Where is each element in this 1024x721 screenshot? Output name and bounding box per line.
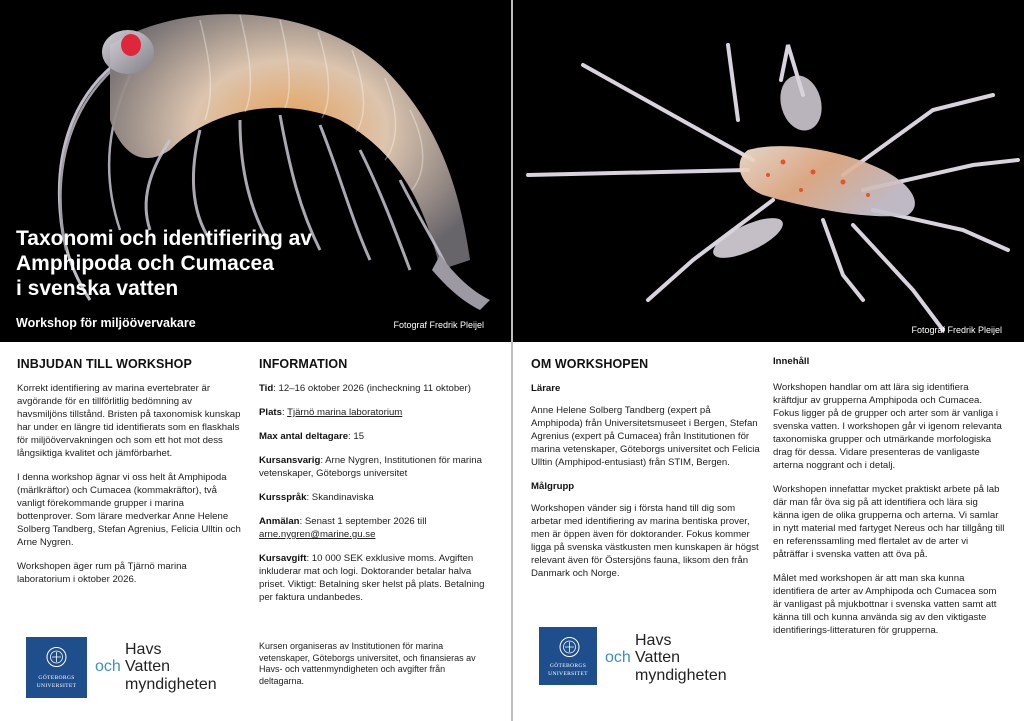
havs-word-vatten-right: Vatten	[635, 649, 681, 666]
havs-word-myndigheten-right: myndigheten	[635, 667, 727, 684]
sprak-value: : Skandinaviska	[306, 492, 374, 503]
content-paragraph-2: Workshopen innefattar mycket praktiskt arbete på lab där man får öva sig på att identifiera och lära sig känna igen de olika grupperna och arterna. Vi samlar in nytt material med fartyget Nereus och har tillgång till en referenssamling med flertalet av de arter vi påträffar i svenska vatten att öva på.	[773, 484, 1005, 560]
about-heading: OM WORKSHOPEN	[531, 357, 649, 371]
cumacean-illustration	[513, 0, 1024, 342]
gu-logo	[26, 637, 87, 698]
ansvarig-label: Kursansvarig	[259, 455, 321, 466]
havs-logo	[95, 641, 235, 701]
havs-word-och-right: och	[605, 649, 631, 666]
title-line-1: Taxonomi och identifiering av	[16, 227, 312, 250]
info-anmalan	[259, 515, 495, 541]
tid-value: : 12–16 oktober 2026 (incheckning 11 oktober)	[273, 383, 471, 394]
crest-icon	[46, 646, 67, 668]
content-paragraph-1: Workshopen handlar om att lära sig identifiera kräftdjur av grupperna Amphipoda och Cumacea. Fokus ligger på de grupper och arter som är vanliga i svenska vatten. I workshopen går vi igenom relevanta taxonomiska grupper och utmärkande morfologiska drag för dessa. Vidare presenteras de vanligaste arterna noggrant och i detalj.	[773, 382, 1002, 471]
about-section	[531, 357, 761, 591]
info-ansvarig	[259, 454, 495, 480]
info-max	[259, 430, 495, 443]
info-tid	[259, 382, 495, 395]
havs-logo-right	[605, 632, 745, 692]
havs-word-myndigheten: myndigheten	[125, 676, 217, 693]
havs-word-1-right: Havs	[635, 632, 672, 649]
target-heading: Målgrupp	[531, 481, 575, 492]
cumacean-photo	[513, 0, 1024, 342]
information-heading: INFORMATION	[259, 357, 348, 371]
photo-credit: Fotograf Fredrik Pleijel	[393, 320, 484, 330]
information-section	[259, 357, 495, 615]
photo-credit-right: Fotograf Fredrik Pleijel	[911, 325, 1002, 335]
teachers-heading: Lärare	[531, 383, 561, 394]
crest-icon	[559, 636, 580, 658]
anmalan-label: Anmälan	[259, 516, 300, 527]
target-text: Workshopen vänder sig i första hand till dig som arbetar med identifiering av marina bentiska prover, men är öppen även för doktorander. Fokus kommer ligga på svenska västkusten men kunskapen är högst relevant även för Östersjöns fauna, liksom den från Danmark och Norge.	[531, 503, 759, 579]
invitation-heading: INBJUDAN TILL WORKSHOP	[17, 357, 192, 371]
havs-word-1: Havs	[125, 641, 162, 658]
avgift-label: Kursavgift	[259, 553, 307, 564]
content-heading: Innehåll	[773, 356, 810, 367]
invitation-paragraph-1: Korrekt identifiering av marina evertebrater är avgörande för en tillförlitlig bedömning av havsmiljöns tillstånd. Bristen på taxonomisk kunskap har under en längre tid identifierats som en flaskhals för miljöövervakningen och som ett hot mot dess långsiktiga kvalitet och jämförbarhet.	[17, 383, 241, 459]
havs-word-och: och	[95, 658, 121, 675]
anmalan-value: : Senast 1 september 2026 till	[299, 516, 427, 527]
left-page	[0, 0, 511, 721]
invitation-section	[17, 357, 241, 597]
tid-label: Tid	[259, 383, 274, 394]
invitation-paragraph-3: Workshopen äger rum på Tjärnö marina laboratorium i oktober 2026.	[17, 561, 187, 585]
plats-sep: :	[281, 407, 288, 418]
sprak-label: Kursspråk	[259, 492, 307, 503]
invitation-paragraph-2: I denna workshop ägnar vi oss helt åt Amphipoda (märlkräftor) och Cumacea (kommakräftor), två vanligt förekommande grupper i marina bottenprover. Som lärare medverkar Anne Helene Solberg Tandberg, Stefan Agrenius, Felicia Ulltin och Arne Nygren.	[17, 472, 241, 548]
right-page	[513, 0, 1024, 721]
workshop-title	[16, 226, 436, 301]
plats-label: Plats	[259, 407, 282, 418]
title-line-3: i svenska vatten	[16, 277, 179, 300]
info-plats	[259, 406, 495, 419]
havs-word-vatten: Vatten	[125, 658, 171, 675]
content-paragraph-3: Målet med workshopen är att man ska kunna identifiera de arter av Amphipoda och Cumacea som är vanligast på mjukbottnar i svenska vatten samt att känna till och kunna använda sig av den viktigaste identifierings-litteraturen för grupperna.	[773, 573, 997, 636]
footer-note: Kursen organiseras av Institutionen för marina vetenskaper, Göteborgs universitet, och finansieras av Havs- och vattenmyndigheten och avgifter från deltagarna.	[259, 641, 476, 686]
plats-link[interactable]: Tjärnö marina laboratorium	[287, 407, 403, 418]
title-line-2: Amphipoda och Cumacea	[16, 252, 274, 275]
gu-logo-line1-right: GÖTEBORGS	[549, 663, 587, 669]
workshop-subtitle: Workshop för miljöövervakare	[16, 316, 196, 330]
email-link[interactable]: arne.nygren@marine.gu.se	[259, 529, 376, 540]
max-value: : 15	[348, 431, 365, 442]
gu-logo-right	[539, 627, 597, 685]
gu-logo-line1: GÖTEBORGS	[38, 675, 75, 681]
content-section	[773, 355, 1005, 648]
ansvarig-value: : Arne Nygren, Institutionen för marina vetenskaper, Göteborgs universitet	[259, 455, 482, 479]
gu-logo-line2: UNIVERSITET	[36, 683, 77, 689]
info-sprak	[259, 491, 495, 504]
max-label: Max antal deltagare	[259, 431, 349, 442]
info-avgift	[259, 552, 495, 604]
avgift-value: : 10 000 SEK exklusive moms. Avgiften inkluderar mat och logi. Doktorander betalar halva priset. Viktigt: Betalning sker helst på plats. Betalning per faktura undanbedes.	[259, 553, 485, 603]
teachers-text: Anne Helene Solberg Tandberg (expert på Amphipoda) från Universitetsmuseet i Bergen, Stefan Agrenius (expert på Cumacea) från Institutionen för marina vetenskaper, Göteborgs universitet och Felicia Ulltin (Amphipod-entusiast) från STIM, Bergen.	[531, 405, 760, 468]
gu-logo-line2-right: UNIVERSITET	[548, 671, 588, 677]
